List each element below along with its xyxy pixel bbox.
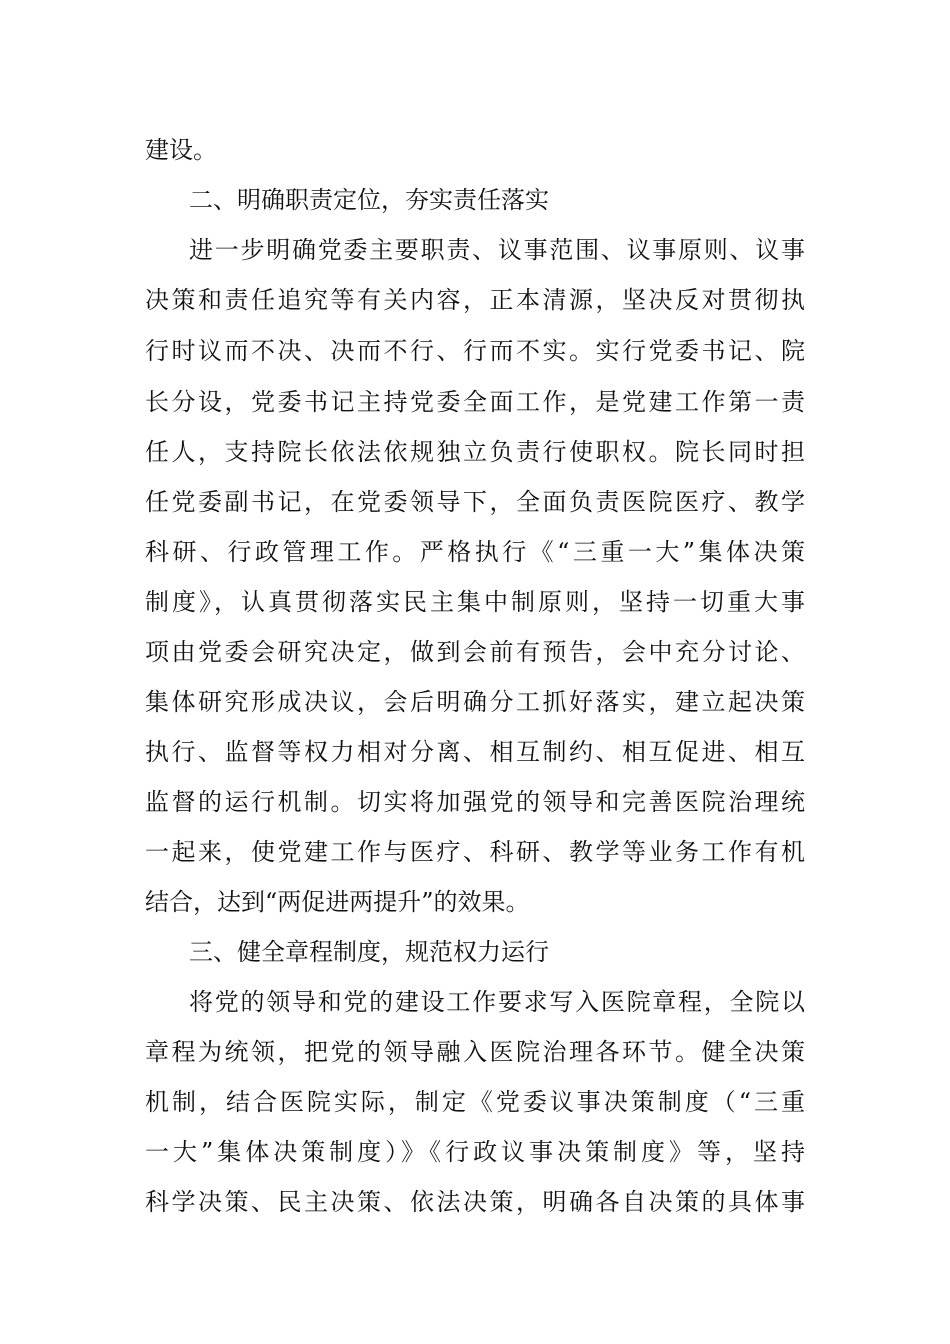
text-line: 科学决策、民主决策、依法决策，明确各自决策的具体事 [145,1188,805,1216]
text-line: 制度》，认真贯彻落实民主集中制原则，坚持一切重大事 [145,588,805,616]
text-line: 长分设，党委书记主持党委全面工作，是党建工作第一责 [145,388,805,416]
section-heading-2: 二、明确职责定位，夯实责任落实 [189,186,549,214]
text-line: 决策和责任追究等有关内容，正本清源，坚决反对贯彻执 [145,286,805,314]
text-line: 一大”集体决策制度）》《行政议事决策制度》等，坚持 [145,1138,805,1166]
section-heading-3: 三、健全章程制度，规范权力运行 [189,938,549,966]
text-line: 进一步明确党委主要职责、议事范围、议事原则、议事 [189,236,805,264]
text-line: 机制，结合医院实际，制定《党委议事决策制度（“三重 [145,1088,805,1116]
text-line: 建设。 [145,136,217,164]
text-line: 集体研究形成决议，会后明确分工抓好落实，建立起决策 [145,688,805,716]
text-line: 项由党委会研究决定，做到会前有预告，会中充分讨论、 [145,638,805,666]
text-line: 科研、行政管理工作。严格执行《“三重一大”集体决策 [145,538,805,566]
text-line: 监督的运行机制。切实将加强党的领导和完善医院治理统 [145,788,805,816]
text-line: 任党委副书记，在党委领导下，全面负责医院医疗、教学 [145,488,805,516]
text-line: 执行、监督等权力相对分离、相互制约、相互促进、相互 [145,738,805,766]
text-line: 行时议而不决、决而不行、行而不实。实行党委书记、院 [145,337,805,365]
text-line: 将党的领导和党的建设工作要求写入医院章程，全院以 [189,988,805,1016]
text-line: 一起来，使党建工作与医疗、科研、教学等业务工作有机 [145,838,805,866]
text-line: 结合，达到“两促进两提升”的效果。 [145,888,530,916]
text-line: 任人，支持院长依法依规独立负责行使职权。院长同时担 [145,438,805,466]
text-line: 章程为统领，把党的领导融入医院治理各环节。健全决策 [145,1038,805,1066]
